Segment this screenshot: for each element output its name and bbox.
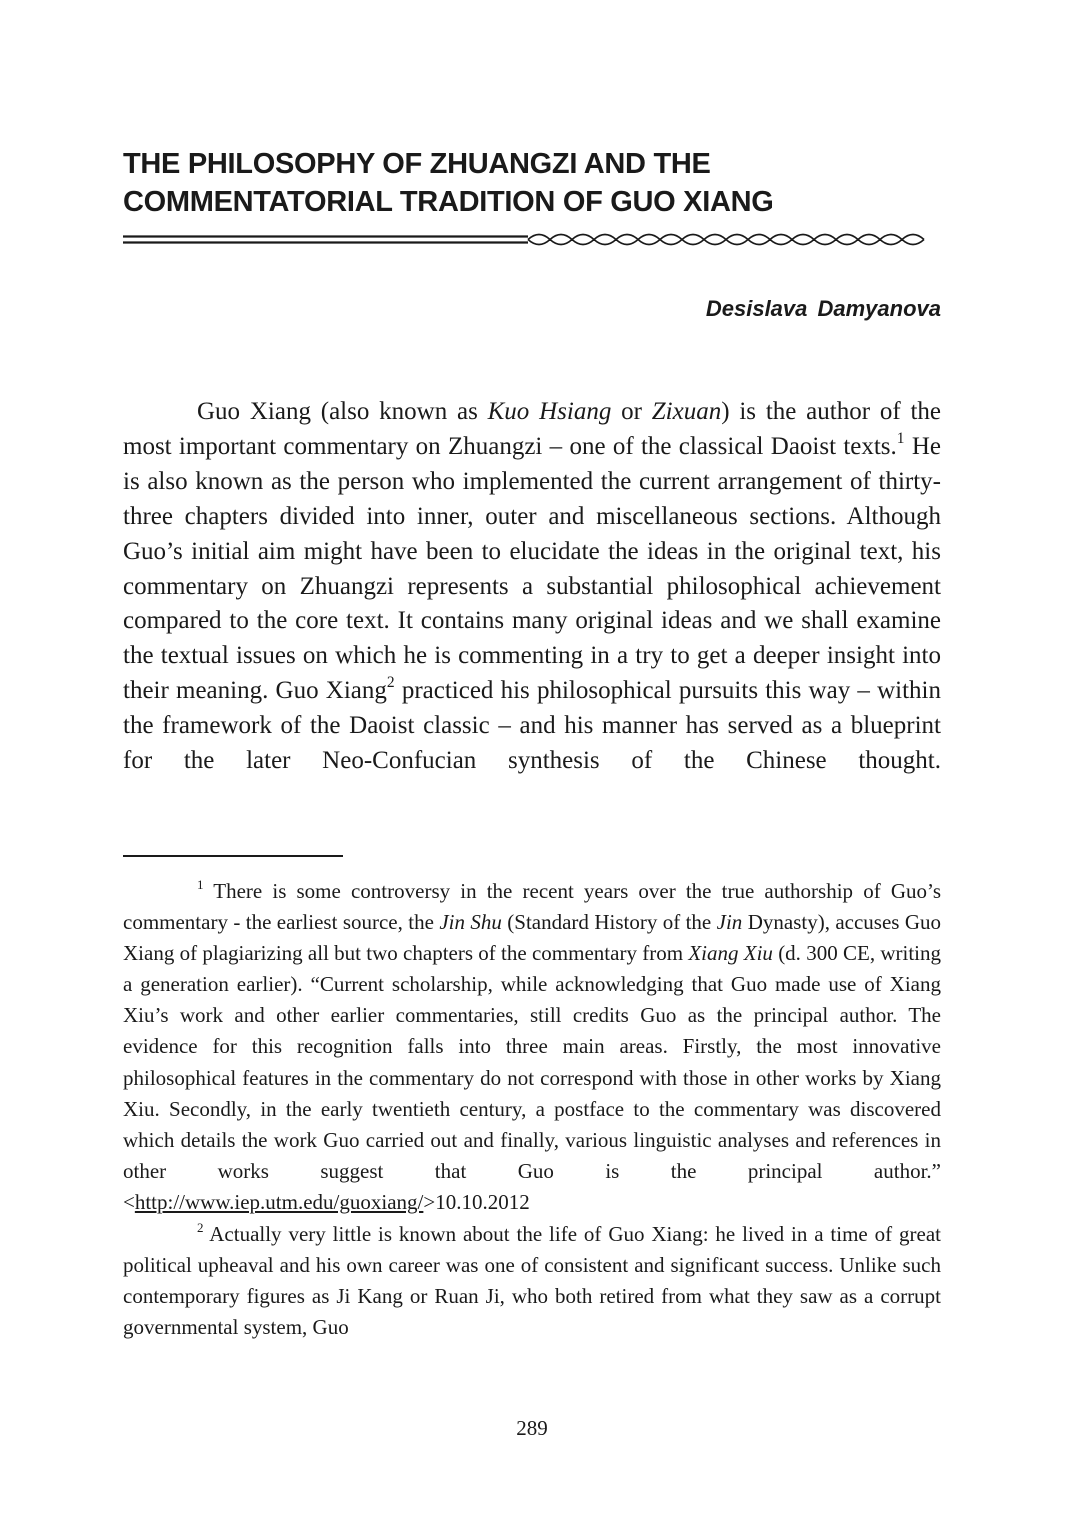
footnote-2-number: 2 xyxy=(197,1219,204,1235)
footnote-ref-2[interactable]: 2 xyxy=(386,674,395,692)
footnote-italic-jin-shu: Jin Shu xyxy=(439,910,502,935)
footnote-2 xyxy=(123,1219,941,1343)
author-name: Desislava Damyanova xyxy=(705,296,941,321)
page-number: 289 xyxy=(516,1416,548,1440)
footnote-italic-jin: Jin xyxy=(716,910,743,935)
footnote-text-segment: (d. 300 CE, writing a generation earlier). “Current scholarship, while acknowledging that Guo made use of Xiang Xiu’s work and other earlier commentaries, still credits Guo as the principal author. The evidence for this recognition falls into three main areas. Firstly, the most innovative philosophical features in the commentary do not correspond with those in other works by Xiang Xiu. Secondly, in the early twentieth century, a postface to the commentary was discovered which details the work Guo carried out and finally, various linguistic analyses and references in other works suggest that Guo is the principal author.” < xyxy=(123,941,941,1214)
footnote-text-segment: (Standard History of the xyxy=(501,910,717,935)
footnote-text-segment: There is some controversy in the recent years over the true authorship of Guo’s commentary - the earliest source, the xyxy=(123,879,941,935)
title-line-2: COMMENTATORIAL TRADITION OF GUO XIANG xyxy=(123,186,774,218)
title-ornament-rule xyxy=(123,229,941,251)
title-line-1: THE PHILOSOPHY OF ZHUANGZI AND THE xyxy=(123,148,711,180)
body-text-segment: He is also known as the person who implemented the current arrangement of thirty-three chapters divided into inner, outer and miscellaneous sections. Although Guo’s initial aim might have been to elucidate the ideas in the original text, his commentary on Zhuangzi represents a substantial philosophical achievement compared to the core text. It contains many original ideas and we shall examine the textual issues on which he is commenting in a try to get a deeper insight into their meaning. Guo Xiang xyxy=(123,432,941,705)
body-italic-kuo-hsiang: Kuo Hsiang xyxy=(487,398,612,425)
article-title xyxy=(123,145,941,221)
body-text-segment: Guo Xiang (also known as xyxy=(197,398,488,425)
body-text-segment: practiced his philosophical pursuits this way – within the framework of the Daoist classic – and his manner has served as a blueprint for the later Neo-Confucian synthesis of the Chinese thought. xyxy=(123,677,941,775)
footnote-1 xyxy=(123,876,941,1218)
footnote-separator xyxy=(123,855,343,857)
page xyxy=(123,0,941,1530)
footnotes xyxy=(123,876,941,1343)
footnote-italic-xiang-xiu: Xiang Xiu xyxy=(688,941,773,966)
footnote-text-segment: Dynasty), accuses Guo Xiang of plagiarizing all but two chapters of the commentary from xyxy=(123,910,942,966)
footnote-1-number: 1 xyxy=(197,876,204,892)
footnote-source-link[interactable]: http://www.iep.utm.edu/guoxiang/ xyxy=(134,1189,424,1214)
footnote-access-date: >10.10.2012 xyxy=(423,1189,530,1214)
body-paragraph xyxy=(123,395,941,779)
footnote-text-segment: Actually very little is known about the life of Guo Xiang: he lived in a time of great political upheaval and his own career was one of consistent and significant success. Unlike such contemporary figures as Ji Kang or Ruan Ji, who both retired from what they saw as a corrupt governmental system, Guo xyxy=(123,1222,941,1340)
footnote-ref-1[interactable]: 1 xyxy=(896,430,905,448)
body-text-segment: ) is the author of the most important commentary on Zhuangzi – one of the classical Daoist texts. xyxy=(123,398,941,460)
body-italic-zixuan: Zixuan xyxy=(651,398,722,425)
body-text-segment: or xyxy=(611,398,652,425)
